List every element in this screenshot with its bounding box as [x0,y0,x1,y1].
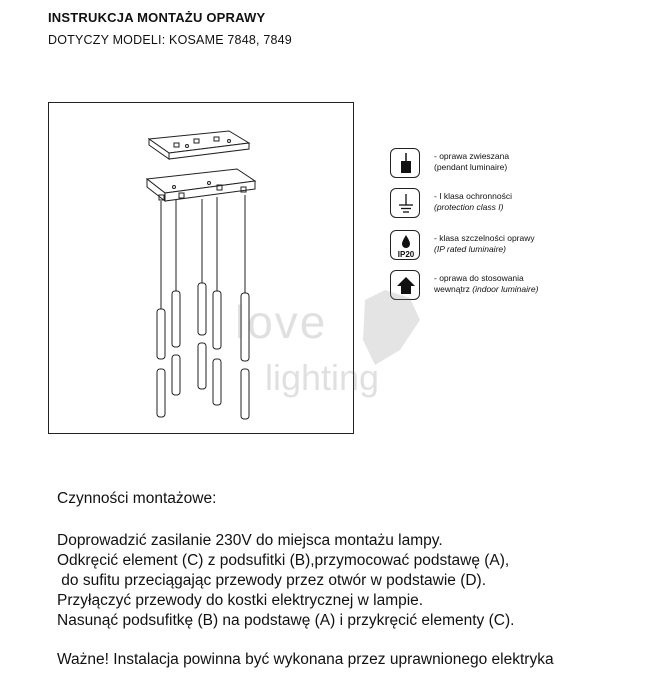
page-subtitle: DOTYCZY MODELI: KOSAME 7848, 7849 [48,33,292,47]
legend-label-en: (protection class I) [434,202,504,212]
protection-class-icon [390,188,420,218]
legend-label-pl: - klasa szczelności oprawy [434,233,535,243]
watermark-word-2: lighting [265,357,380,398]
legend-label-en: (indoor luminaire) [472,284,539,294]
legend-item-protection-class [434,191,512,213]
instruction-step-3: do sufitu przeciągając przewody przez otwór w podstawie (D). [57,572,487,589]
instructions-heading: Czynności montażowe: [57,490,217,507]
watermark-logo [225,280,435,410]
legend-label-pl: - oprawa zwieszana [434,151,510,161]
instruction-step-4: Przyłączyć przewody do kostki elektrycznej w lampie. [57,592,424,609]
watermark-word-1: love [235,296,328,348]
legend-label-en: (pendant luminaire) [434,162,508,172]
page-title: INSTRUKCJA MONTAŻU OPRAWY [48,10,266,25]
warning-note: Ważne! Instalacja powinna być wykonana przez uprawnionego elektryka [57,651,554,668]
instruction-step-1: Doprowadzić zasilanie 230V do miejsca montażu lampy. [57,532,443,549]
legend-label-pl: - I klasa ochronności [434,191,512,201]
legend-label-en: (IP rated luminaire) [434,244,506,254]
legend-label-pl-line2: wewnątrz [434,284,470,294]
pendant-luminaire-icon [390,148,420,178]
instruction-step-5: Nasunąć podsufitkę (B) na podstawę (A) i przykręcić elementy (C). [57,612,515,629]
legend-item-pendant [434,151,509,173]
heart-icon [363,290,420,365]
ip20-icon [390,230,420,260]
ip20-label: IP20 [397,250,415,259]
instruction-step-2: Odkręcić element (C) z podsufitki (B),przymocować podstawę (A), [57,552,510,569]
legend-label-pl: - oprawa do stosowania [434,273,524,283]
legend-item-indoor [434,273,538,295]
legend-item-ip20 [434,233,535,255]
legend-label-pl-2 [434,284,538,294]
